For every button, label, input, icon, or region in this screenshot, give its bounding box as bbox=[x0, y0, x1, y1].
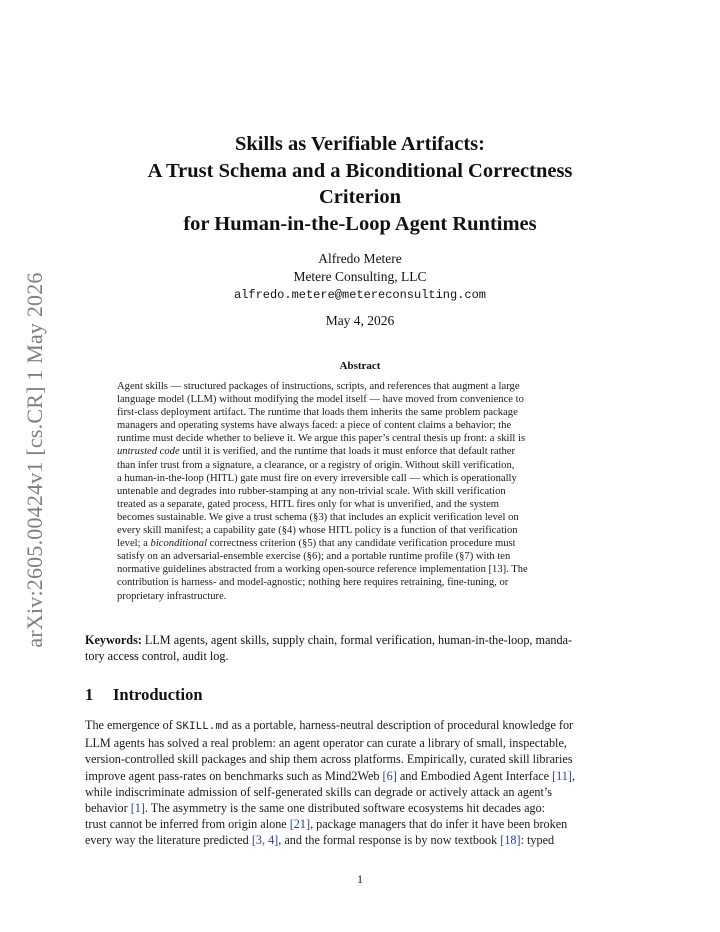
keywords-label: Keywords: bbox=[85, 633, 142, 647]
body-text: behavior bbox=[85, 801, 131, 816]
paper-date: May 4, 2026 bbox=[325, 313, 395, 328]
citation-link[interactable]: [18] bbox=[500, 833, 521, 848]
inline-code: SKILL.md bbox=[175, 721, 229, 733]
abstract-emphasis: biconditional bbox=[150, 538, 208, 550]
abstract-heading: Abstract bbox=[339, 360, 381, 372]
author-email[interactable]: alfredo.metere@metereconsulting.com bbox=[233, 288, 487, 302]
abstract-line: managers and operating systems have always faced: a piece of content claims a behavior; the bbox=[117, 420, 512, 432]
abstract-line: becomes sustainable. We give a trust schema (§3) that includes an explicit verification level on bbox=[117, 511, 519, 523]
author-affiliation: Metere Consulting, LLC bbox=[293, 269, 427, 284]
body-line bbox=[85, 784, 637, 800]
body-text: , package managers that do infer it have been broken bbox=[310, 817, 568, 832]
body-line bbox=[85, 768, 637, 784]
abstract-text: correctness criterion (§5) that any candidate verification procedure must bbox=[207, 538, 516, 550]
abstract-text: until it is verified, and the runtime that loads it must enforce that default rather bbox=[179, 446, 516, 458]
abstract-line: proprietary infrastructure. bbox=[117, 590, 227, 602]
abstract-line: language model (LLM) without modifying the model itself — have moved from convenience to bbox=[117, 394, 524, 406]
abstract-line: satisfy on an adversarial-ensemble exercise (§6); and a portable runtime profile (§7) with ten bbox=[117, 551, 511, 563]
body-text: LLM agents has solved a real problem: an agent operator can curate a library of small, inspectable, bbox=[85, 736, 567, 751]
abstract-line: first-class deployment artifact. The runtime that loads them inherits the same problem package bbox=[117, 407, 518, 419]
body-text: : typed bbox=[520, 833, 555, 848]
body-text: improve agent pass-rates on benchmarks such as Mind2Web bbox=[85, 768, 383, 783]
abstract-line: contribution is harness- and model-agnostic; nothing here requires retraining, fine-tuning, or bbox=[117, 577, 509, 589]
citation-link[interactable]: [6] bbox=[382, 768, 397, 783]
citation-link[interactable]: [11] bbox=[552, 768, 572, 783]
abstract-line: than infer trust from a signature, a clearance, or a registry of origin. Without skill verification, bbox=[117, 459, 515, 471]
abstract-line: every skill manifest; a capability gate (§4) whose HITL policy is a function of that verification bbox=[117, 525, 518, 537]
title-line: for Human-in-the-Loop Agent Runtimes bbox=[183, 212, 537, 235]
title-line: Skills as Verifiable Artifacts: bbox=[235, 133, 485, 155]
arxiv-identifier-text: arXiv:2605.00424v1 [cs.CR] 1 May 2026 bbox=[22, 272, 47, 648]
abstract-line: a human-in-the-loop (HITL) gate must fire on every irreversible call — which is operationally bbox=[117, 472, 517, 484]
body-line bbox=[85, 751, 637, 767]
introduction-body bbox=[85, 717, 637, 849]
title-line: A Trust Schema and a Biconditional Correctness bbox=[147, 159, 573, 182]
body-text: and Embodied Agent Interface bbox=[396, 768, 553, 783]
body-text: as a portable, harness-neutral description of procedural knowledge for bbox=[228, 718, 574, 732]
body-line bbox=[85, 832, 637, 848]
paper-title bbox=[90, 131, 630, 237]
abstract-emphasis: untrusted code bbox=[117, 446, 180, 458]
abstract-line bbox=[117, 537, 603, 550]
section-number: 1 bbox=[85, 685, 94, 704]
body-text: , and the formal response is by now textbook bbox=[278, 833, 501, 848]
body-text: The emergence of bbox=[85, 718, 176, 732]
page-number: 1 bbox=[357, 872, 363, 886]
body-text: while indiscriminate admission of self-generated skills can degrade or actively attack an agent’s bbox=[85, 784, 553, 799]
citation-link[interactable]: [21] bbox=[289, 817, 311, 832]
arxiv-identifier bbox=[10, 200, 60, 720]
abstract-line bbox=[117, 445, 603, 458]
keywords-line: LLM agents, agent skills, supply chain, formal verification, human-in-the-loop, manda- bbox=[144, 633, 573, 647]
citation-link[interactable]: [1] bbox=[130, 801, 145, 816]
body-text: every way the literature predicted bbox=[85, 833, 252, 848]
section-title: Introduction bbox=[113, 685, 203, 704]
body-line bbox=[85, 717, 637, 735]
body-line bbox=[85, 800, 637, 816]
abstract-line: treated as a separate, gated process, HITL fires only for what is unverified, and the system bbox=[117, 498, 500, 510]
body-text: version-controlled skill packages and ship them across platforms. Empirically, curated skill libraries bbox=[85, 752, 573, 767]
abstract-line: Agent skills — structured packages of instructions, scripts, and references that augment a large bbox=[117, 381, 520, 392]
body-text: , bbox=[571, 768, 576, 783]
abstract-line: normative guidelines abstracted from a working open-source reference implementation [13]. The bbox=[117, 564, 528, 576]
abstract-line: runtime must decide whether to believe it. We argue this paper’s central thesis up front: a skill is bbox=[117, 433, 526, 445]
body-text: trust cannot be inferred from origin alone bbox=[85, 817, 290, 832]
author-name: Alfredo Metere bbox=[318, 251, 402, 266]
author-block bbox=[90, 250, 630, 304]
abstract-line: untenable and degrades into rubber-stamping at any non-trivial scale. With skill verification bbox=[117, 485, 506, 497]
body-text: . The asymmetry is the same one distributed software ecosystems hit decades ago: bbox=[144, 801, 546, 816]
abstract-text: level; a bbox=[117, 538, 151, 550]
section-heading bbox=[85, 685, 203, 705]
keywords-line: tory access control, audit log. bbox=[85, 649, 229, 663]
body-line bbox=[85, 735, 637, 751]
title-line: Criterion bbox=[319, 186, 401, 208]
citation-link[interactable]: [3, 4] bbox=[251, 833, 279, 848]
body-line bbox=[85, 816, 637, 832]
keywords-block bbox=[85, 632, 637, 664]
abstract-body bbox=[117, 380, 603, 603]
